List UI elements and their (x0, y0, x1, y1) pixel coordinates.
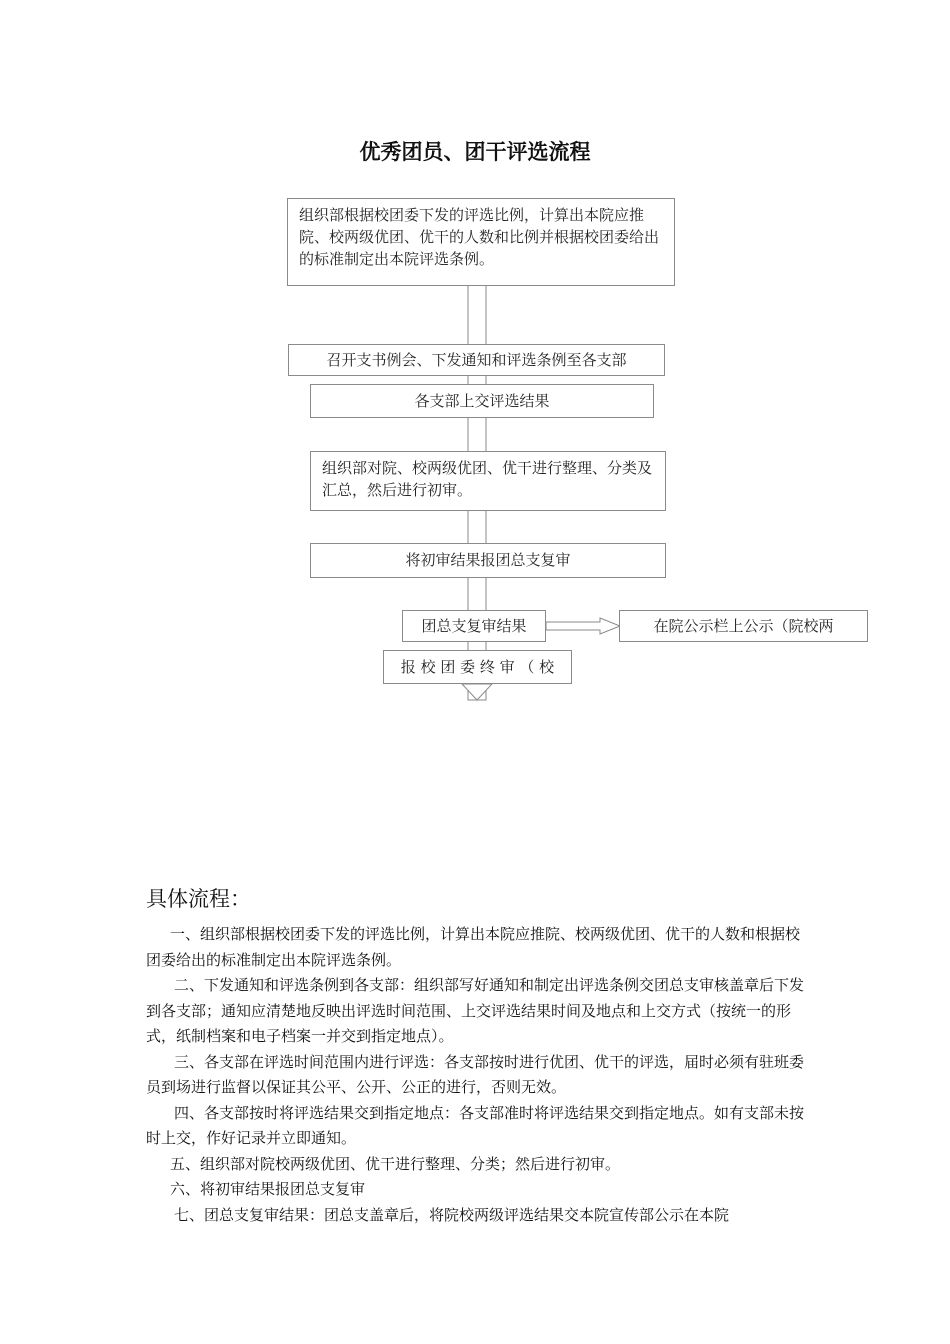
flow-step-2 (288, 344, 665, 376)
flow-step-4 (310, 451, 666, 511)
paragraph: 四、各支部按时将评选结果交到指定地点：各支部准时将评选结果交到指定地点。如有支部未按时上交，作好记录并立即通知。 (146, 1103, 805, 1147)
paragraph: 一、组织部根据校团委下发的评选比例，计算出本院应推院、校两级优团、优干的人数和根据校团委给出的标准制定出本院评选条例。 (146, 925, 801, 969)
paragraph: 二、下发通知和评选条例到各支部：组织部写好通知和制定出评选条例交团总支审核盖章后下发到各支部；通知应清楚地反映出评选时间范围、上交评选结果时间及地点和上交方式（按统一的形式，纸制档案和电子档案一并交到指定地点）。 (146, 976, 805, 1045)
flow-step-1-text: 组织部根据校团委下发的评选比例，计算出本院应推院、校两级优团、优干的人数和比例并根据校团委给出的标准制定出本院评选条例。 (299, 206, 660, 268)
paragraph: 六、将初审结果报团总支复审 (170, 1180, 366, 1198)
section-heading: 具体流程： (146, 887, 251, 911)
flow-step-2-text: 召开支书例会、下发通知和评选条例至各支部 (326, 351, 627, 369)
flow-step-5 (310, 543, 666, 578)
flow-step-6-side-text: 在院公示栏上公示（院校两 (653, 617, 834, 635)
paragraph: 五、组织部对院校两级优团、优干进行整理、分类；然后进行初审。 (170, 1154, 621, 1173)
flow-step-3-text: 各支部上交评选结果 (414, 392, 550, 410)
flow-step-6-side (619, 610, 868, 642)
flow-step-7-text: 报 校 团 委 终 审 （ 校 (400, 658, 555, 676)
paragraph: 七、团总支复审结果：团总支盖章后，将院校两级评选结果交本院宣传部公示在本院 (174, 1205, 730, 1224)
details-body (146, 922, 814, 1228)
flow-step-6-text: 团总支复审结果 (421, 617, 527, 635)
right-arrow (546, 618, 620, 634)
page-title: 优秀团员、团干评选流程 (359, 140, 591, 164)
flow-step-1 (287, 198, 675, 286)
flow-step-7 (383, 650, 572, 684)
paragraph: 三、各支部在评选时间范围内进行评选：各支部按时进行优团、优干的评选，届时必须有驻班委员到场进行监督以保证其公平、公开、公正的进行，否则无效。 (146, 1052, 805, 1096)
flow-step-4-text: 组织部对院、校两级优团、优干进行整理、分类及汇总，然后进行初审。 (322, 459, 653, 499)
flow-step-6 (402, 610, 546, 642)
flow-step-5-text: 将初审结果报团总支复审 (405, 551, 571, 569)
flow-step-3 (310, 384, 654, 418)
down-arrow-head (462, 684, 492, 700)
